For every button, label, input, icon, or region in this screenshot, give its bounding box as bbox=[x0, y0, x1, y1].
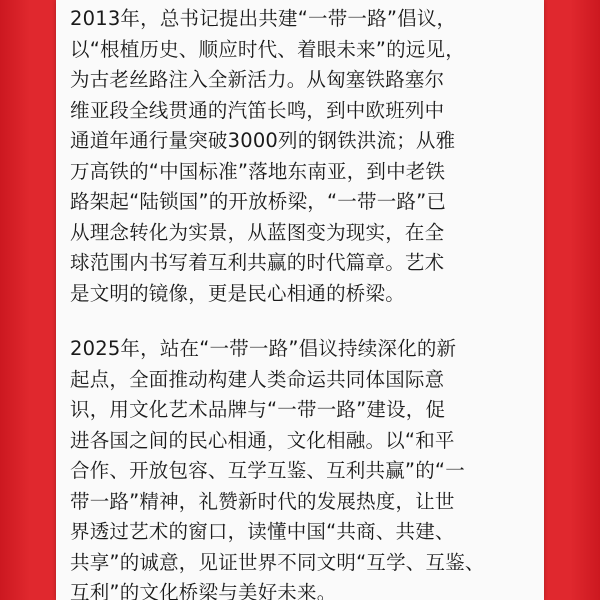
text-line: 从理念转化为实景，从蓝图变为现实，在全 bbox=[70, 220, 445, 244]
text-line: 是文明的镜像，更是民心相通的桥梁。 bbox=[70, 281, 405, 305]
text-line: 起点，全面推动构建人类命运共同体国际意 bbox=[70, 367, 445, 391]
text-line: 进各国之间的民心相通，文化相融。以“和平 bbox=[70, 428, 455, 452]
article-body bbox=[70, 4, 540, 600]
text-line: 识，用文化艺术品牌与“一带一路”建设，促 bbox=[70, 398, 446, 421]
text-line: 互利”的文化桥梁与美好未来。 bbox=[70, 581, 337, 600]
text-line: 合作、开放包容、互学互鉴、互利共赢”的“一 bbox=[70, 459, 465, 482]
text-line: 共享”的诚意，见证世界不同文明“互学、互鉴、 bbox=[70, 550, 485, 574]
text-line: 2013年，总书记提出共建“一带一路”倡议， bbox=[70, 7, 457, 30]
text-line: 维亚段全线贯通的汽笛长鸣，到中欧班列中 bbox=[70, 98, 445, 122]
text-line: 路架起“陆锁国”的开放桥梁，“一带一路”已 bbox=[70, 190, 447, 213]
text-line: 以“根植历史、顺应时代、着眼未来”的远见， bbox=[70, 37, 465, 61]
text-line: 界透过艺术的窗口，读懂中国“共商、共建、 bbox=[70, 520, 455, 543]
text-line: 球范围内书写着互利共赢的时代篇章。艺术 bbox=[70, 251, 445, 274]
paragraph-2 bbox=[70, 334, 540, 600]
text-line: 2025年，站在“一带一路”倡议持续深化的新 bbox=[70, 337, 457, 360]
text-line: 为古老丝路注入全新活力。从匈塞铁路塞尔 bbox=[70, 68, 445, 91]
text-line: 通道年通行量突破3000列的钢铁洪流；从雅 bbox=[70, 129, 456, 152]
text-line: 带一路”精神，礼赞新时代的发展热度，让世 bbox=[70, 489, 455, 513]
text-line: 万高铁的“中国标准”落地东南亚，到中老铁 bbox=[70, 159, 446, 183]
paragraph-1 bbox=[70, 4, 540, 309]
paragraph-gap bbox=[70, 309, 540, 334]
